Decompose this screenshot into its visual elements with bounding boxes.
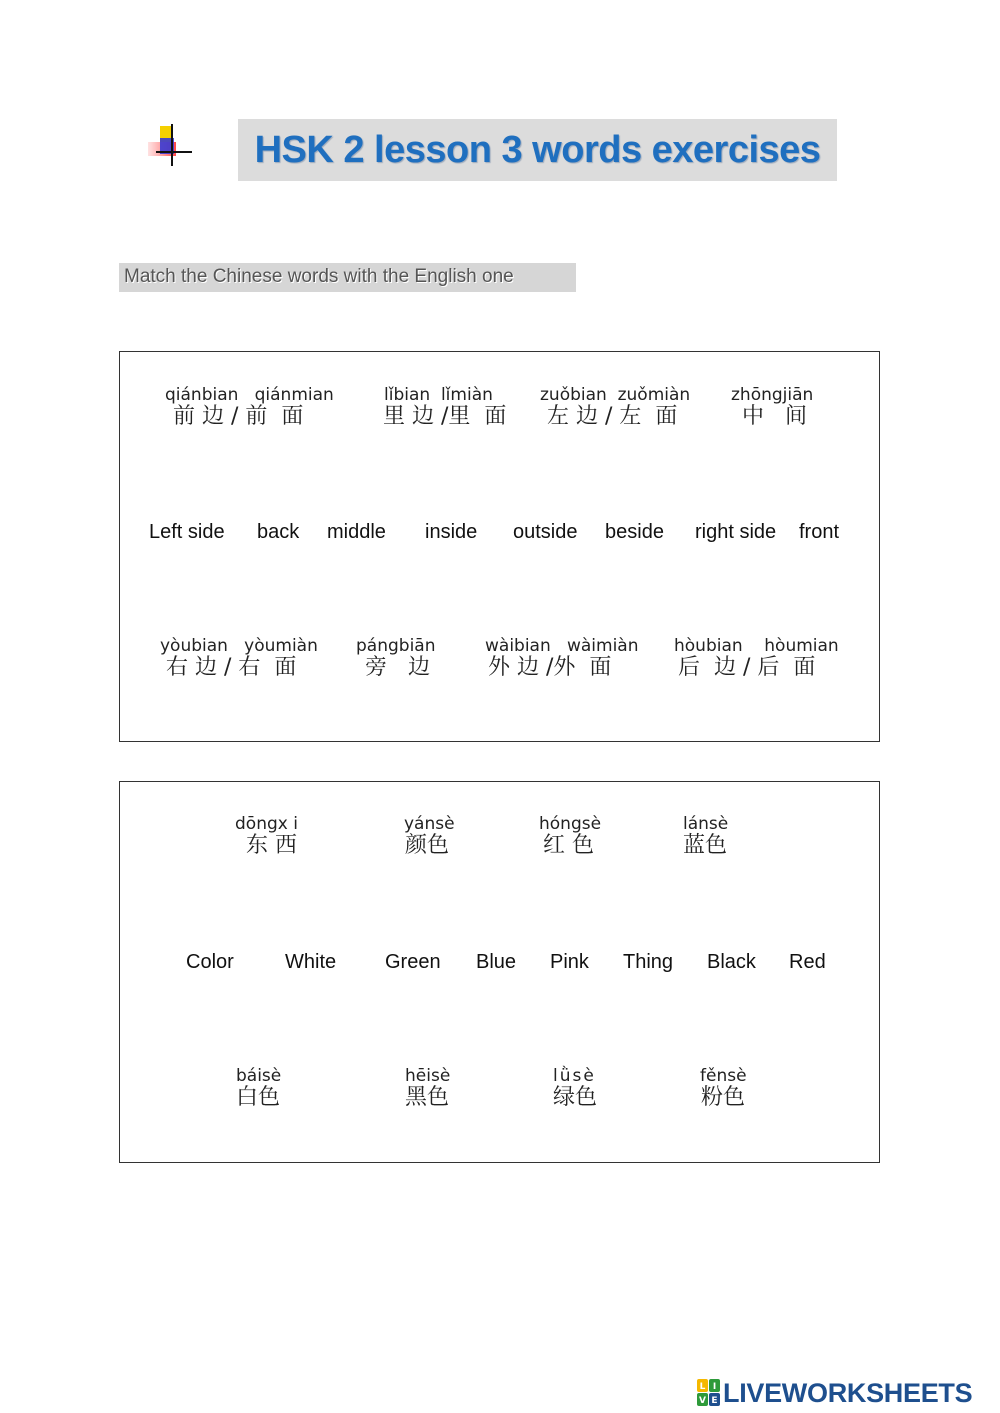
hanzi-youbian: 右 边 / 右 面 — [166, 655, 297, 680]
pinyin-lanse: lánsè — [683, 814, 729, 834]
pinyin-zhongjian: zhōngjiān — [731, 385, 814, 405]
english-word: Color — [186, 951, 234, 973]
hanzi-waibian: 外 边 /外 面 — [488, 655, 612, 680]
english-word: Red — [789, 951, 826, 973]
pinyin-houbian: hòubian hòumian — [674, 636, 839, 656]
pinyin-zuobian: zuǒbian zuǒmiàn — [540, 385, 691, 405]
pinyin-fense: fěnsè — [700, 1066, 747, 1086]
hanzi-yanse: 颜色 — [405, 833, 450, 858]
english-word: right side — [695, 521, 777, 543]
hanzi-libian: 里 边 /里 面 — [383, 404, 507, 429]
pinyin-yanse: yánsè — [404, 814, 455, 834]
hanzi-baise: 白色 — [236, 1085, 281, 1110]
pinyin-libian: lǐbian lǐmiàn — [384, 385, 493, 405]
hanzi-hongse: 红 色 — [543, 833, 594, 858]
english-word: White — [285, 951, 337, 973]
hanzi-lanse: 蓝色 — [683, 833, 728, 858]
bookmark-cross-icon — [148, 124, 194, 168]
hanzi-heise: 黑色 — [405, 1085, 450, 1110]
english-word: Green — [385, 951, 441, 973]
english-word: Blue — [476, 951, 517, 973]
hanzi-zuobian: 左 边 / 左 面 — [547, 404, 678, 429]
svg-text:E: E — [711, 1396, 718, 1406]
hanzi-houbian: 后 边 / 后 面 — [678, 655, 816, 680]
svg-text:I: I — [712, 1382, 717, 1392]
pinyin-pangbian: pángbiān — [356, 636, 436, 656]
english-word: Thing — [623, 951, 674, 973]
pinyin-hongse: hóngsè — [539, 814, 602, 834]
liveworksheets-logo-icon — [697, 1379, 721, 1407]
pinyin-dongxi: dōngx i — [235, 814, 298, 834]
pinyin-youbian: yòubian yòumiàn — [160, 636, 318, 656]
english-word: beside — [605, 521, 664, 543]
svg-text:V: V — [699, 1396, 706, 1406]
page-title: HSK 2 lesson 3 words exercises — [254, 129, 821, 171]
pinyin-luse: lǜsè — [553, 1066, 596, 1086]
svg-text:L: L — [699, 1382, 706, 1392]
instruction-text: Match the Chinese words with the English one — [124, 266, 514, 287]
pinyin-baise: báisè — [236, 1066, 282, 1086]
hanzi-qianbian: 前 边 / 前 面 — [173, 404, 304, 429]
hanzi-luse: 绿色 — [553, 1085, 598, 1110]
english-word: front — [799, 521, 840, 543]
pinyin-heise: hēisè — [405, 1066, 451, 1086]
hanzi-dongxi: 东 西 — [246, 833, 297, 858]
liveworksheets-brand — [697, 1376, 972, 1410]
pinyin-waibian: wàibian wàimiàn — [485, 636, 639, 656]
english-word: back — [257, 521, 300, 543]
hanzi-pangbian: 旁 边 — [365, 655, 430, 680]
pinyin-qianbian: qiánbian qiánmian — [165, 385, 334, 405]
english-word: Left side — [149, 521, 225, 543]
english-word: middle — [327, 521, 386, 543]
hanzi-fense: 粉色 — [701, 1085, 746, 1110]
english-word: outside — [513, 521, 578, 543]
english-word: Pink — [550, 951, 589, 973]
english-word: Black — [707, 951, 756, 973]
english-word: inside — [425, 521, 478, 543]
brand-name: LIVEWORKSHEETS — [723, 1378, 973, 1408]
hanzi-zhongjian: 中 间 — [742, 404, 807, 429]
